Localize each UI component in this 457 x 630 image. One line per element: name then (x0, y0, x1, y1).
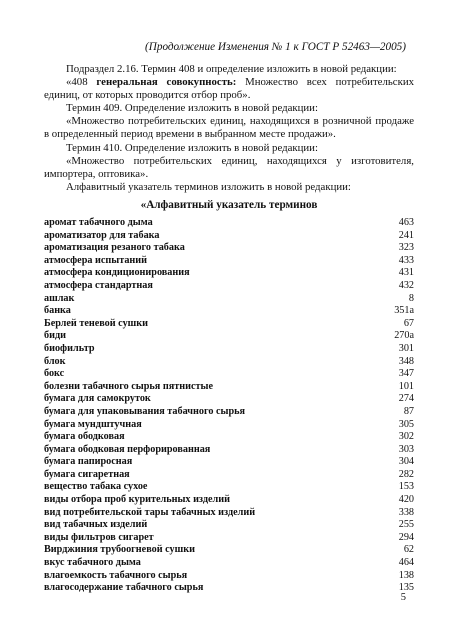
index-term: влагосодержание табачного сырья (44, 582, 204, 594)
index-term-number: 270а (394, 330, 414, 342)
index-entry (44, 456, 414, 469)
index-term-number: 463 (398, 217, 414, 228)
index-entry (44, 217, 414, 230)
term-index-list (44, 217, 414, 595)
index-term: бумага ободковая перфорированная (44, 443, 211, 455)
index-term-number: 138 (398, 569, 414, 581)
index-term-number: 153 (398, 481, 414, 493)
paragraph-term-408 (44, 76, 414, 102)
index-term: Вирджиния трубоогневой сушки (44, 544, 195, 556)
index-term: бумага ободковая (44, 431, 125, 443)
index-term-number: 135 (398, 582, 414, 594)
index-term-number: 420 (398, 494, 414, 506)
amendment-text (44, 63, 414, 194)
index-entry (44, 507, 414, 520)
index-entry (44, 557, 414, 570)
page-number: 5 (400, 592, 406, 603)
index-entry (44, 305, 414, 318)
index-term-number: 282 (398, 468, 414, 480)
index-term-number: 432 (398, 279, 414, 291)
index-term: ароматизация резаного табака (44, 242, 185, 254)
index-entry (44, 419, 414, 432)
index-term: бумага для упаковывания табачного сырья (44, 405, 246, 417)
index-term-number: 323 (398, 242, 414, 254)
index-entry (44, 582, 414, 595)
index-term: банка (44, 305, 71, 317)
paragraph-definition-409: «Множество потребительских единиц, находящихся в розничной продаже в определенный период времени в выбранном месте продажи». (44, 115, 414, 141)
index-entry (44, 280, 414, 293)
index-entry (44, 230, 414, 243)
index-term-number: 348 (398, 355, 414, 367)
paragraph-index-intro: Алфавитный указатель терминов изложить в новой редакции: (66, 180, 351, 193)
paragraph-term-409: Термин 409. Определение изложить в новой редакции: (66, 102, 318, 115)
index-term-number: 305 (398, 418, 414, 430)
amendment-header: (Продолжение Изменения № 1 к ГОСТ Р 52463—2005) (145, 41, 406, 53)
index-entry (44, 444, 414, 457)
index-term-number: 351а (394, 305, 414, 317)
index-entry (44, 532, 414, 545)
index-term: ароматизатор для табака (44, 229, 160, 241)
index-term: бумага сигаретная (44, 468, 130, 480)
index-term-number: 274 (398, 393, 414, 405)
index-term: вид табачных изделий (44, 519, 148, 531)
index-entry (44, 293, 414, 306)
index-entry (44, 393, 414, 406)
index-entry (44, 255, 414, 268)
index-term: влагоемкость табачного сырья (44, 569, 188, 581)
index-term: биди (44, 330, 66, 342)
index-entry (44, 242, 414, 255)
index-term-number: 304 (398, 456, 414, 468)
index-term: болезни табачного сырья пятнистые (44, 380, 213, 392)
paragraph-subsection: Подраздел 2.16. Термин 408 и определение изложить в новой редакции: (66, 63, 397, 75)
index-entry (44, 469, 414, 482)
index-entry (44, 381, 414, 394)
index-entry (44, 570, 414, 583)
index-entry (44, 267, 414, 280)
index-term-number: 431 (398, 267, 414, 279)
index-entry (44, 330, 414, 343)
index-term: бокс (44, 368, 65, 380)
index-term-number: 338 (398, 506, 414, 518)
index-term: аромат табачного дыма (44, 217, 153, 228)
index-term-number: 464 (398, 557, 414, 569)
index-entry (44, 544, 414, 557)
index-term: атмосфера кондиционирования (44, 267, 190, 279)
index-title: «Алфавитный указатель терминов (140, 199, 318, 211)
index-term: атмосфера испытаний (44, 254, 148, 266)
index-term: бумага папиросная (44, 456, 133, 468)
index-term: Берлей теневой сушки (44, 317, 149, 329)
index-entry (44, 431, 414, 444)
index-term-number: 101 (398, 380, 414, 392)
index-term: вещество табака сухое (44, 481, 148, 493)
index-term-number: 8 (408, 292, 414, 304)
index-term: блок (44, 355, 66, 367)
index-term-number: 294 (398, 531, 414, 543)
index-entry (44, 519, 414, 532)
index-entry (44, 481, 414, 494)
index-term: виды фильтров сигарет (44, 531, 154, 543)
index-entry (44, 406, 414, 419)
index-term-number: 301 (398, 342, 414, 354)
index-term: виды отбора проб курительных изделий (44, 494, 230, 506)
index-term-number: 347 (398, 368, 414, 380)
index-entry (44, 368, 414, 381)
index-term-number: 67 (403, 317, 414, 329)
index-term-number: 433 (398, 254, 414, 266)
index-term: бумага для самокруток (44, 393, 151, 405)
term-number: «408 (66, 76, 97, 89)
index-entry (44, 356, 414, 369)
index-term: вкус табачного дыма (44, 557, 141, 569)
index-term: ашлак (44, 292, 75, 304)
index-entry (44, 343, 414, 356)
paragraph-term-410: Термин 410. Определение изложить в новой редакции: (66, 141, 318, 154)
index-term-number: 302 (398, 431, 414, 443)
index-term-number: 62 (403, 544, 414, 556)
paragraph-definition-410: «Множество потребительских единиц, находящихся у изготовителя, импортера, оптовика». (44, 154, 414, 180)
index-entry (44, 494, 414, 507)
index-term: бумага мундштучная (44, 418, 142, 430)
index-term: атмосфера стандартная (44, 279, 153, 291)
index-term: вид потребительской тары табачных изделий (44, 506, 256, 518)
index-term-number: 255 (398, 519, 414, 531)
index-term-number: 241 (398, 229, 414, 241)
index-term-number: 303 (398, 443, 414, 455)
index-entry (44, 318, 414, 331)
term-definition: Множество всех потребительских единиц, от которых проводится отбор проб». (44, 76, 415, 102)
index-term-number: 87 (403, 405, 414, 417)
index-term: биофильтр (44, 342, 95, 354)
term-name: генеральная совокупность: (96, 76, 237, 89)
